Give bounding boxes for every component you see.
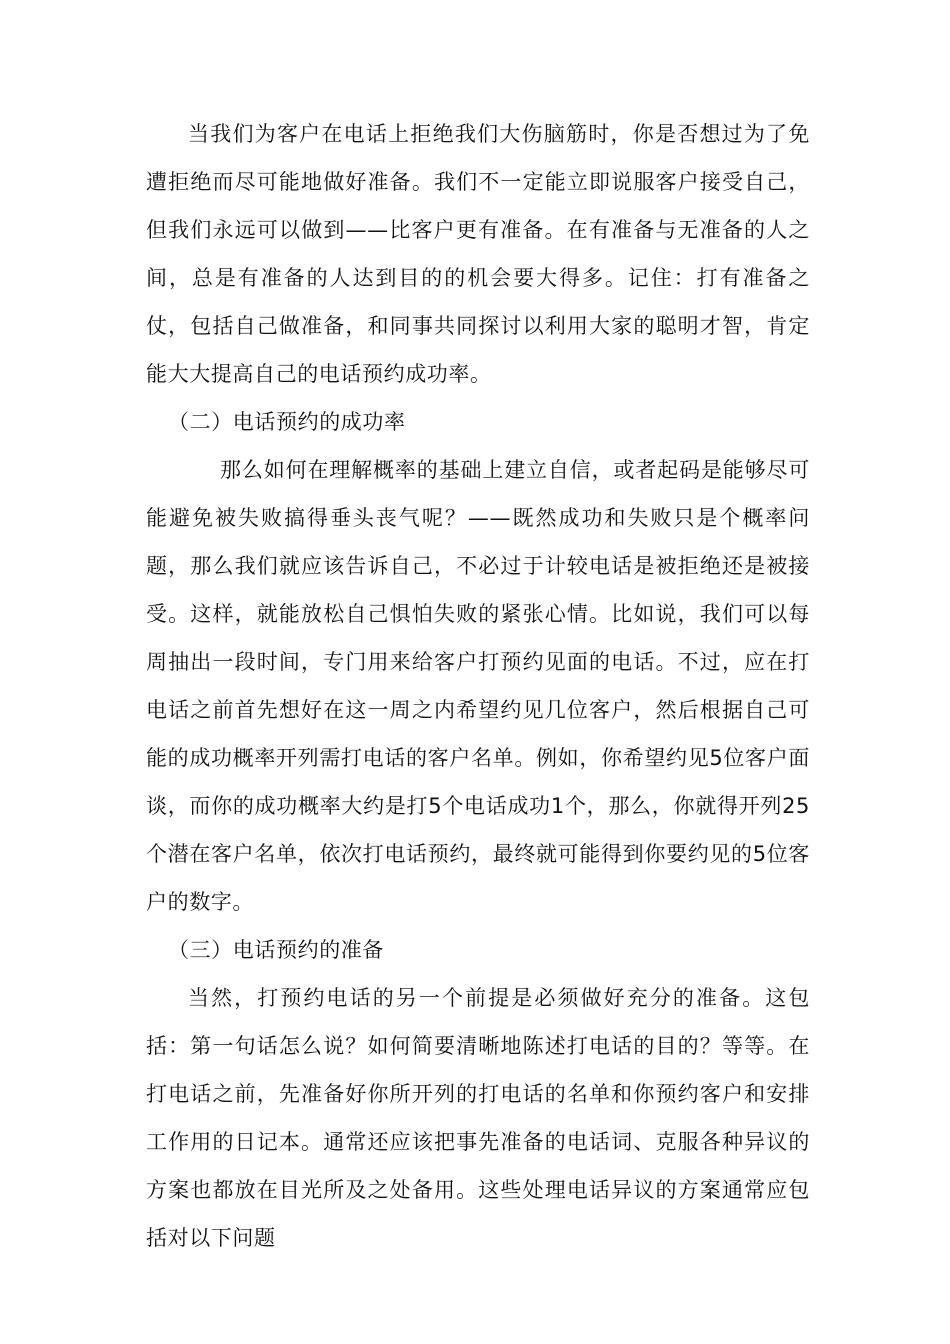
section-heading-success-rate: （二）电话预约的成功率 [168, 410, 406, 434]
paragraph-preparation-intro: 当我们为客户在电话上拒绝我们大伤脑筋时，你是否想过为了免遭拒绝而尽可能地做好准备。我们不一定能立即说服客户接受自己，但我们永远可以做到——比客户更有准备。在有准备与无准备的人之间，总是有准备的人达到目的的机会要大得多。记住：打有准备之仗，包括自己做准备，和同事共同探讨以利用大家的聪明才智，肯定能大大提高自己的电话预约成功率。 [146, 122, 810, 386]
paragraph-preparation: 当然，打预约电话的另一个前提是必须做好充分的准备。这包括：第一句话怎么说？如何简要清晰地陈述打电话的目的？等等。在打电话之前，先准备好你所开列的打电话的名单和你预约客户和安排工作用的日记本。通常还应该把事先准备的电话词、克服各种异议的方案也都放在目光所及之处备用。这些处理电话异议的方案通常应包括对以下问题 [146, 986, 810, 1250]
section-heading-preparation: （三）电话预约的准备 [168, 938, 384, 962]
paragraph-success-rate: 那么如何在理解概率的基础上建立自信，或者起码是能够尽可能避免被失败搞得垂头丧气呢？——既然成功和失败只是个概率问题，那么我们就应该告诉自己，不必过于计较电话是被拒绝还是被接受。这样，就能放松自己惧怕失败的紧张心情。比如说，我们可以每周抽出一段时间，专门用来给客户打预约见面的电话。不过，应在打电话之前首先想好在这一周之内希望约见几位客户，然后根据自己可能的成功概率开列需打电话的客户名单。例如，你希望约见5位客户面谈，而你的成功概率大约是打5个电话成功1个，那么，你就得开列25个潜在客户名单，依次打电话预约，最终就可能得到你要约见的5位客户的数字。 [146, 458, 810, 914]
document-body [146, 110, 810, 1262]
